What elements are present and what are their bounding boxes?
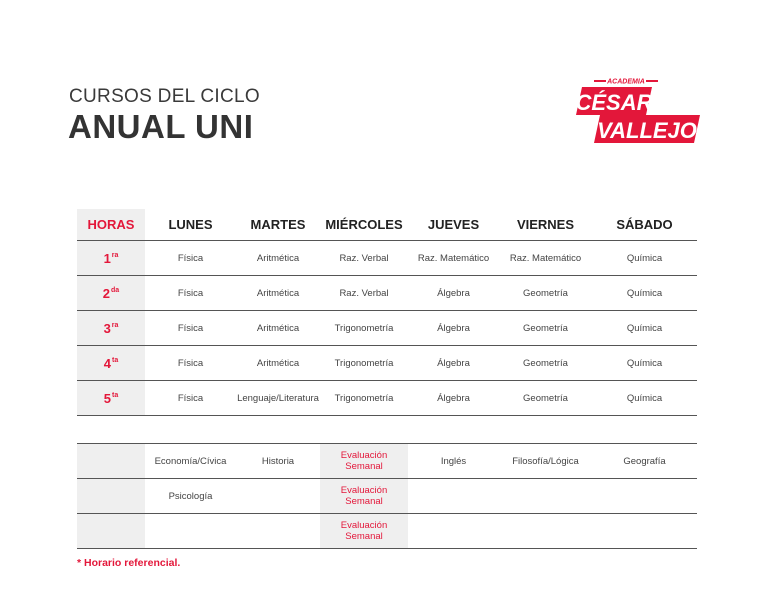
course-cell: Física — [145, 241, 236, 276]
course-cell — [236, 514, 320, 549]
column-header-horas: HORAS — [77, 209, 145, 241]
column-header-viernes: VIERNES — [499, 209, 592, 241]
course-cell: Álgebra — [408, 381, 499, 416]
svg-text:ACADEMIA: ACADEMIA — [607, 78, 645, 86]
course-cell: Raz. Verbal — [320, 276, 408, 311]
course-cell: Historia — [236, 444, 320, 479]
course-cell: Raz. Matemático — [499, 241, 592, 276]
extra-courses-table — [77, 443, 697, 549]
course-cell: Raz. Matemático — [408, 241, 499, 276]
table-row — [77, 241, 697, 276]
course-cell — [408, 514, 499, 549]
course-cell: Aritmética — [236, 241, 320, 276]
course-cell: Álgebra — [408, 276, 499, 311]
course-cell: Química — [592, 346, 697, 381]
course-cell: Trigonometría — [320, 311, 408, 346]
footnote: * Horario referencial. — [77, 557, 181, 569]
course-cell: Física — [145, 276, 236, 311]
column-header-sabado: SÁBADO — [592, 209, 697, 241]
course-cell — [408, 479, 499, 514]
course-cell: Física — [145, 346, 236, 381]
course-cell — [592, 514, 697, 549]
course-cell: Química — [592, 276, 697, 311]
column-header-lunes: LUNES — [145, 209, 236, 241]
hour-cell: $5^{ta}$ — [77, 381, 145, 416]
empty-hour-cell — [77, 514, 145, 549]
course-cell: Geometría — [499, 346, 592, 381]
svg-text:VALLEJO: VALLEJO — [597, 118, 697, 143]
table-row — [77, 514, 697, 549]
schedule-header-row — [77, 209, 697, 241]
table-row — [77, 479, 697, 514]
course-cell — [145, 514, 236, 549]
course-cell: Álgebra — [408, 311, 499, 346]
table-row — [77, 381, 697, 416]
table-row — [77, 444, 697, 479]
course-cell: Geometría — [499, 311, 592, 346]
course-cell: Química — [592, 241, 697, 276]
course-cell: Física — [145, 381, 236, 416]
course-cell — [592, 479, 697, 514]
course-cell: Álgebra — [408, 346, 499, 381]
empty-hour-cell — [77, 444, 145, 479]
course-cell: Psicología — [145, 479, 236, 514]
course-cell: Aritmética — [236, 311, 320, 346]
academia-cesar-vallejo-logo — [572, 74, 704, 148]
course-cell: Raz. Verbal — [320, 241, 408, 276]
course-cell: Aritmética — [236, 276, 320, 311]
course-cell: Geografía — [592, 444, 697, 479]
hour-cell: $2^{da}$ — [77, 276, 145, 311]
empty-hour-cell — [77, 479, 145, 514]
hour-cell: $3^{ra}$ — [77, 311, 145, 346]
evaluation-cell: Evaluación Semanal — [320, 444, 408, 479]
course-cell: Inglés — [408, 444, 499, 479]
course-cell — [236, 479, 320, 514]
course-cell — [499, 479, 592, 514]
course-cell: Trigonometría — [320, 381, 408, 416]
course-cell: Lenguaje/Literatura — [236, 381, 320, 416]
course-cell — [499, 514, 592, 549]
course-cell: Química — [592, 381, 697, 416]
course-cell: Aritmética — [236, 346, 320, 381]
page-title: ANUAL UNI — [68, 108, 254, 145]
table-row — [77, 346, 697, 381]
course-cell: Economía/Cívica — [145, 444, 236, 479]
course-cell: Química — [592, 311, 697, 346]
course-cell: Geometría — [499, 276, 592, 311]
course-cell: Trigonometría — [320, 346, 408, 381]
column-header-jueves: JUEVES — [408, 209, 499, 241]
evaluation-cell: Evaluación Semanal — [320, 479, 408, 514]
course-cell: Filosofía/Lógica — [499, 444, 592, 479]
hour-cell: $1^{ra}$ — [77, 241, 145, 276]
svg-text:CÉSAR: CÉSAR — [575, 90, 653, 115]
column-header-miercoles: MIÉRCOLES — [320, 209, 408, 241]
evaluation-cell: Evaluación Semanal — [320, 514, 408, 549]
table-row — [77, 311, 697, 346]
column-header-martes: MARTES — [236, 209, 320, 241]
table-row — [77, 276, 697, 311]
course-cell: Física — [145, 311, 236, 346]
hour-cell: $4^{ta}$ — [77, 346, 145, 381]
course-cell: Geometría — [499, 381, 592, 416]
page-subtitle: CURSOS DEL CICLO — [69, 86, 260, 107]
schedule-table — [77, 209, 697, 416]
